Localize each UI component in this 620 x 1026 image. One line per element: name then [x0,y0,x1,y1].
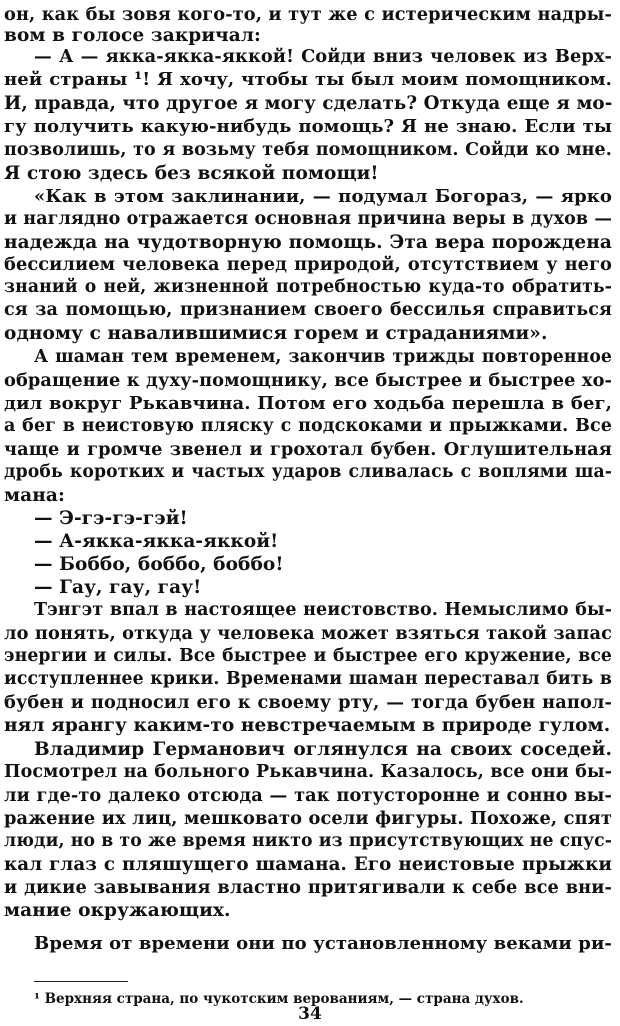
text-line: бубен и подносил его к своему рту, — тогда бубен напол- [4,692,612,713]
text-line: ло понять, откуда у человека может взяться такой запас [4,623,612,644]
dialogue-line: — Э-гэ-гэ-гэй! [34,508,188,529]
text-line: обращение к духу-помощнику, все быстрее и быстрее хо- [4,370,612,391]
text-line: — А — якка-якка-яккой! Сойди вниз человек из Верх- [34,46,612,67]
text-line: дил вокруг Рькавчина. Потом его ходьба перешла в бег, [4,393,612,414]
text-line: одному с навалившимися горем и страданиями». [4,323,548,344]
text-line: он, как бы зовя кого-то, и тут же с истерическим надры- [4,4,612,25]
text-line: И, правда, что другое я могу сделать? Откуда еще я мо- [4,93,613,114]
text-line: люди, но в то же время никто из присутствующих не спус- [4,831,612,851]
text-line: исступленнее крики. Временами шаман переставал бить в [4,669,612,689]
text-line: Посмотрел на больного Рькавчина. Казалось, все они бы- [4,762,612,782]
text-line: Владимир Германович оглянулся на своих соседей. [34,739,612,760]
dialogue-line: — А-якка-якка-яккой! [34,531,279,552]
text-line: Я стою здесь без всякой помощи! [4,163,379,184]
text-line: мана: [4,485,65,506]
text-line: и дикие завывания властно притягивали к себе все вни- [4,877,612,898]
text-line: вом в голосе закричал: [4,25,261,46]
text-line: а бег в неистовую пляску с подскоками и прыжками. Все [4,416,612,436]
text-line: знаний о ней, жизненной потребностью куда-то обратить- [4,277,612,297]
dialogue-line: — Гау, гау, гау! [34,577,202,598]
text-line: А шаман тем временем, закончив трижды повторенное [34,347,612,367]
text-line: Время от времени они по установленному веками ри- [34,933,612,954]
text-line: ней страны ¹! Я хочу, чтобы ты был моим помощником. [4,69,612,90]
text-line: мание окружающих. [4,900,231,921]
page-number: 34 [298,1004,322,1024]
text-line: кал глаз с пляшущего шамана. Его неистовые прыжки [4,854,612,875]
text-line: надежда на чудотворную помощь. Эта вера порождена [4,232,612,253]
text-line: бессилием человека перед природой, отсутствием у него [4,254,612,275]
text-line: ся за помощью, признанием своего бессилья справиться [4,300,612,320]
dialogue-line: — Боббо, боббо, боббо! [34,554,284,575]
text-line: энергии и силы. Все быстрее и быстрее его кружение, все [4,646,612,666]
text-line: дробь коротких и частых ударов сливалась с воплями ша- [4,462,612,482]
text-line: ражение их лиц, мешковато осели фигуры. Похоже, спят [4,808,612,829]
text-line: чаще и громче звенел и грохотал бубен. Оглушительная [4,439,612,460]
text-line: гу получить какую-нибудь помощь? Я не знаю. Если ты [4,116,612,137]
footnote: ¹ Верхняя страна, по чукотским верованиям, — страна духов. [34,991,524,1007]
text-line: «Как в этом заклинании, — подумал Богораз, — ярко [34,186,612,207]
text-line: позволишь, то я возьму тебя помощником. Сойди ко мне. [4,140,612,160]
footnote-rule [34,981,128,982]
text-line: нял ярангу каким-то невстречаемым в природе гулом. [4,715,611,736]
text-line: Тэнгэт впал в настоящее неистовство. Немыслимо бы- [34,600,612,620]
text-line: ли где-то далеко отсюда — так потусторонне и сонно вы- [4,785,612,806]
text-line: и наглядно отражается основная причина веры в духов — [4,209,612,229]
